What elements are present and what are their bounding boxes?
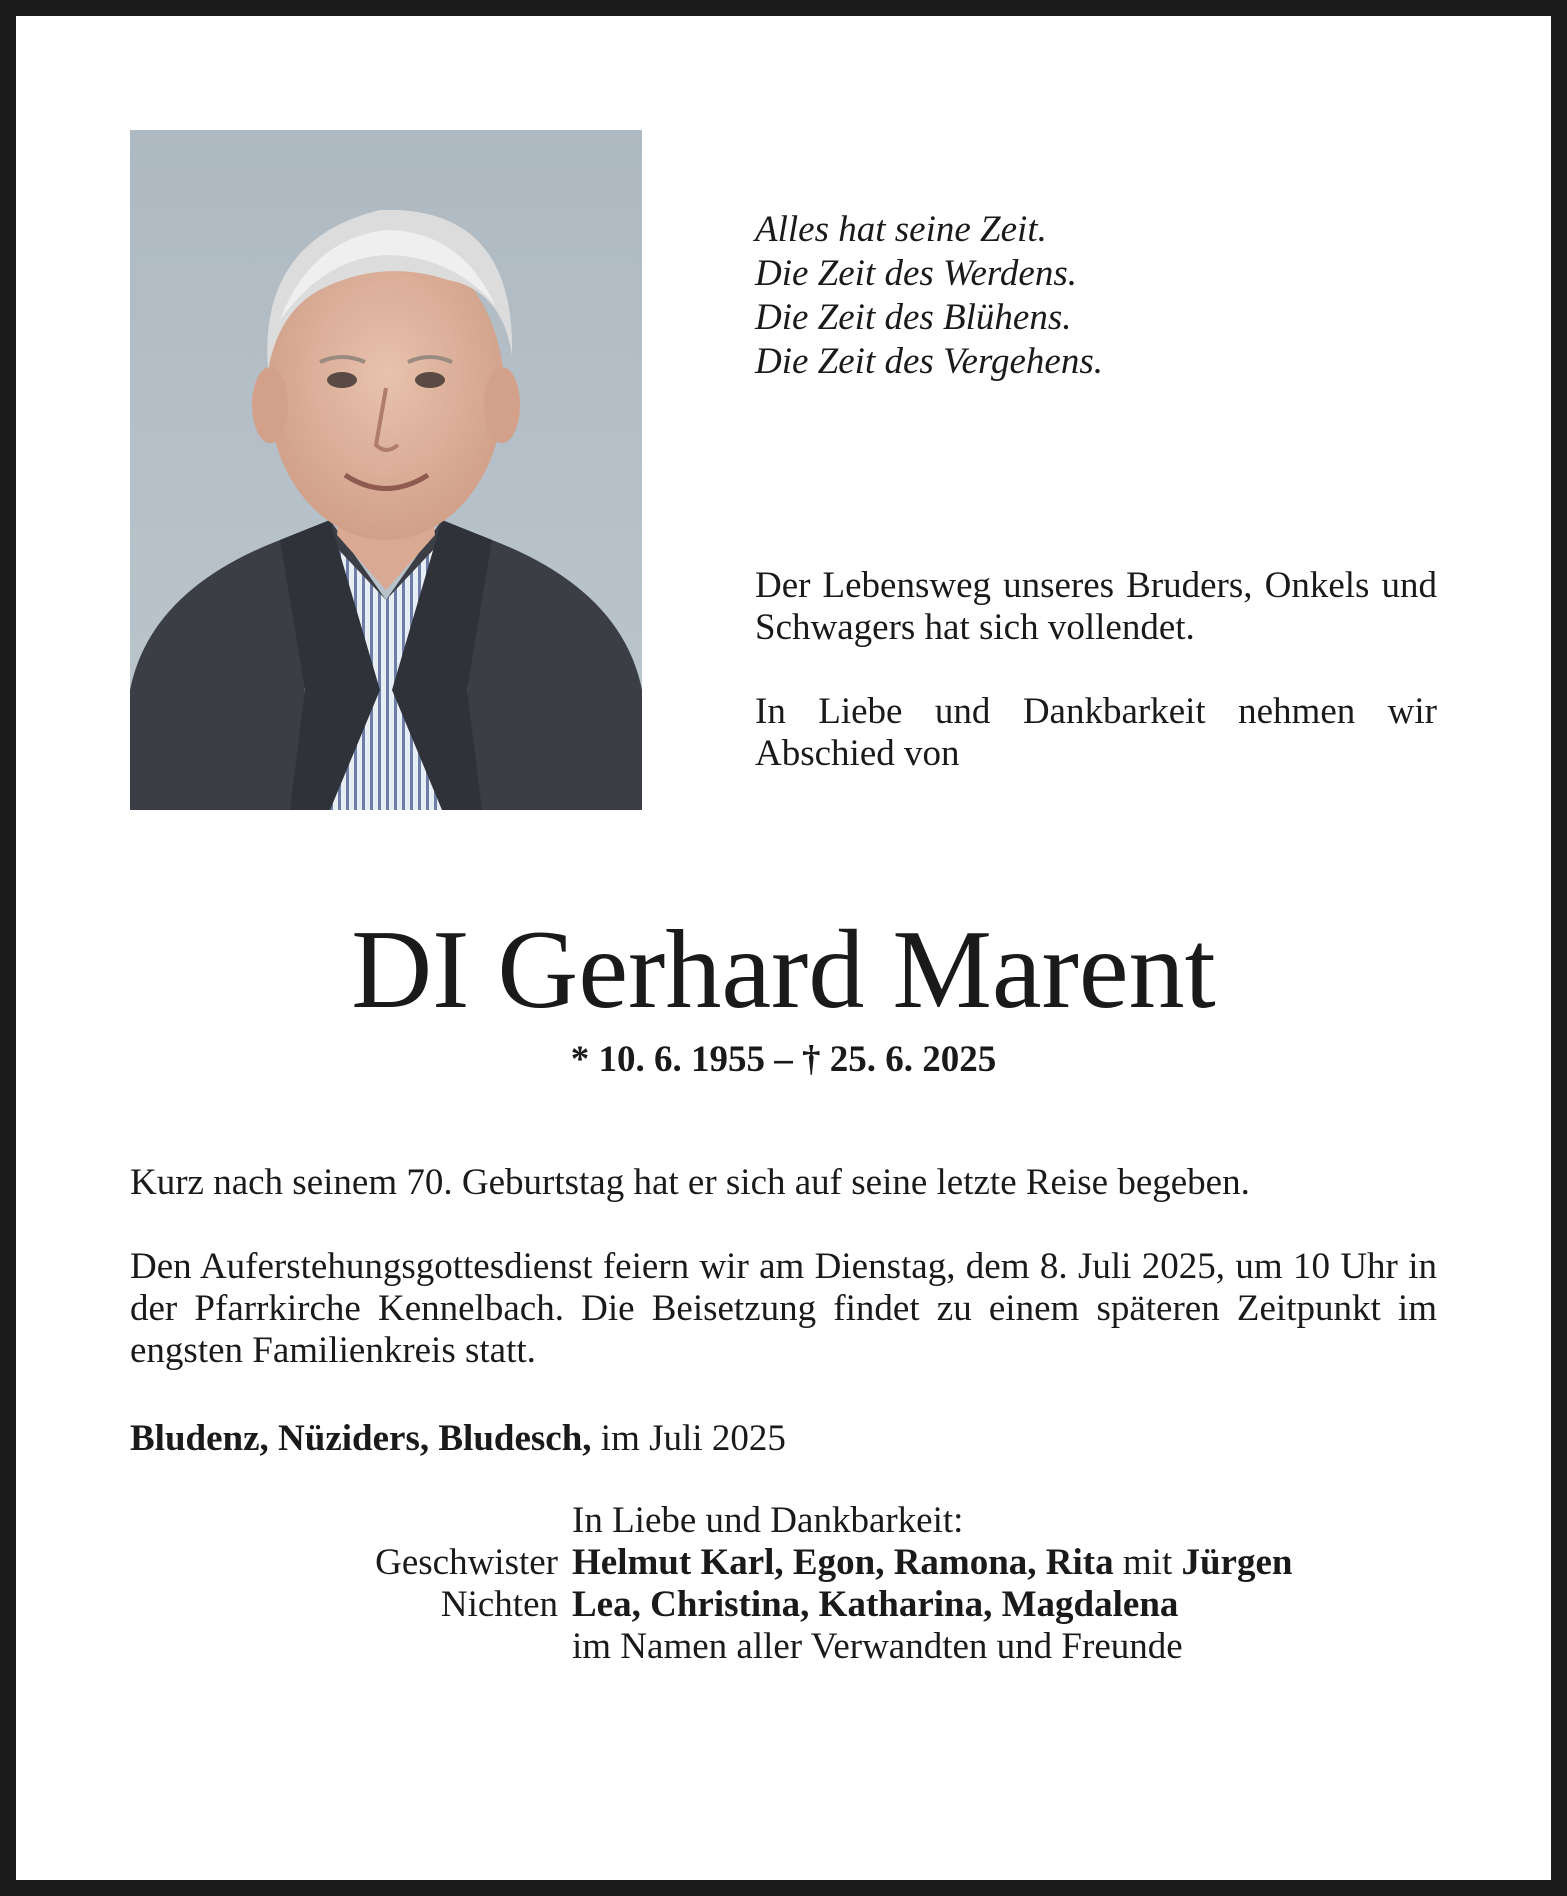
intro-paragraph: Der Lebensweg unseres Bruders, Onkels und Schwagers hat sich vollendet.: [755, 565, 1437, 648]
siblings-row: [130, 1542, 1437, 1584]
nieces-names: Lea, Christina, Katharina, Magdalena: [572, 1584, 1179, 1625]
date: im Juli 2025: [591, 1418, 786, 1459]
poem-line: Die Zeit des Blühens.: [755, 297, 1072, 338]
poem-line: Die Zeit des Vergehens.: [755, 341, 1103, 382]
portrait-photo: [130, 130, 642, 810]
announcement-paragraph: Kurz nach seinem 70. Geburtstag hat er sich auf seine letzte Reise begeben.: [130, 1162, 1250, 1203]
life-dates: * 10. 6. 1955 – † 25. 6. 2025: [570, 1039, 997, 1080]
nieces-label: Nichten: [440, 1584, 558, 1625]
intro-paragraph: In Liebe und Dankbarkeit nehmen wir Abschied von: [755, 691, 1437, 774]
siblings-value: [572, 1542, 1437, 1584]
signature-heading: In Liebe und Dankbarkeit:: [572, 1500, 964, 1541]
nieces-value: [572, 1584, 1437, 1626]
siblings-with: mit: [1113, 1542, 1182, 1583]
siblings-names: Helmut Karl, Egon, Ramona, Rita: [572, 1542, 1114, 1583]
closing-row: [130, 1626, 1437, 1668]
siblings-label: Geschwister: [375, 1542, 558, 1583]
nieces-row: [130, 1584, 1437, 1626]
poem: [755, 208, 1103, 384]
deceased-name: DI Gerhard Marent: [351, 908, 1216, 1032]
intro-text: [755, 565, 1437, 775]
closing-text: im Namen aller Verwandten und Freunde: [572, 1626, 1183, 1667]
places: Bludenz, Nüziders, Bludesch,: [130, 1418, 592, 1459]
announcement-text: [130, 1162, 1437, 1372]
signature-heading-row: [130, 1500, 1437, 1542]
place-date-line: [130, 1418, 786, 1460]
signature-block: [130, 1500, 1437, 1668]
poem-line: Die Zeit des Werdens.: [755, 253, 1077, 294]
poem-line: Alles hat seine Zeit.: [755, 209, 1047, 250]
siblings-partner: Jürgen: [1181, 1542, 1293, 1583]
announcement-paragraph: Den Auferstehungsgottesdienst feiern wir am Dienstag, dem 8. Juli 2025, um 10 Uhr in der Pfarrkirche Kennelbach. Die Beisetzung findet zu einem späteren Zeitpunkt im engsten Familienkreis statt.: [130, 1246, 1437, 1371]
